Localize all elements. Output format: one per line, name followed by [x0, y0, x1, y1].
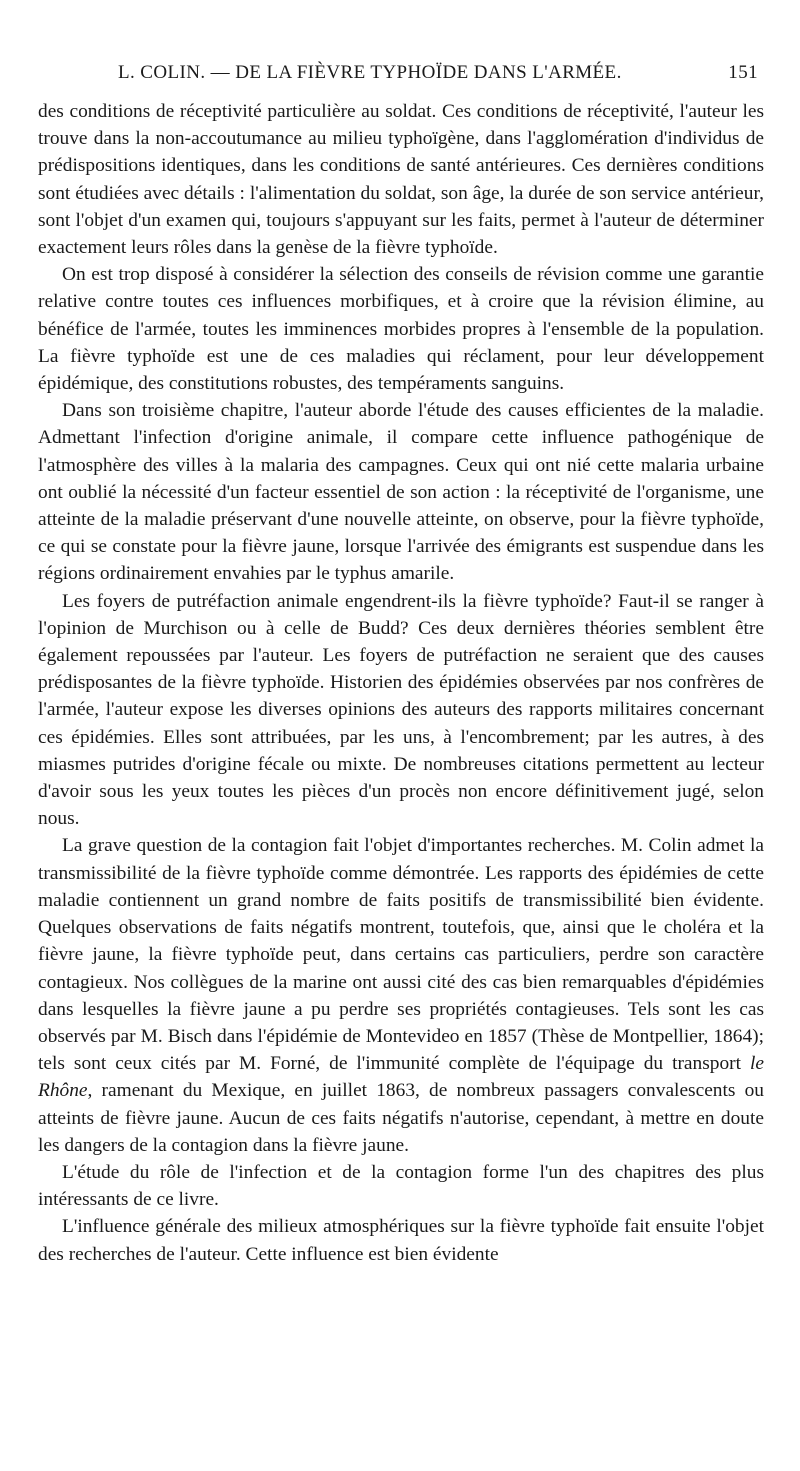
page-number: 151	[728, 62, 758, 83]
paragraph-receptivite: des conditions de réceptivité particulière au soldat. Ces conditions de réceptivité, l'auteur les trouve dans la non-accoutumance au milieu typhoïgène, dans l'agglomération d'individus de prédispositions identiques, dans les conditions de santé antérieures. Ces dernières conditions sont étudiées avec détails : l'alimentation du soldat, son âge, la durée de son service antérieur, sont l'objet d'un examen qui, toujours s'appuyant sur les faits, permet à l'auteur de déterminer exactement leurs rôles dans la genèse de la fièvre typhoïde.	[38, 101, 764, 259]
contagion-text-end: , ramenant du Mexique, en juillet 1863, de nombreux passagers convalescents ou atteints de fièvre jaune. Aucun de ces faits négatifs n'autorise, cependant, à mettre en doute les dangers de la contagion dans la fièvre jaune.	[38, 1080, 764, 1156]
paragraph-causes-efficientes: Dans son troisième chapitre, l'auteur aborde l'étude des causes efficientes de la maladie. Admettant l'infection d'origine animale, il compare cette influence pathogénique de l'atmosphère des villes à la malaria des campagnes. Ceux qui ont nié cette malaria urbaine ont oublié la nécessité d'un facteur essentiel de son action : la réceptivité de l'organisme, une atteinte de la maladie préservant d'une nouvelle atteinte, on observe, pour la fièvre typhoïde, ce qui se constate pour la fièvre jaune, lorsque l'arrivée des émigrants est suspendue dans les régions ordinairement envahies par le typhus amarile.	[38, 400, 764, 585]
article-body	[38, 98, 764, 1268]
running-title: L. COLIN. — DE LA FIÈVRE TYPHOÏDE DANS L'ARMÉE.	[118, 62, 622, 83]
paragraph-foyers-putrefaction: Les foyers de putréfaction animale engendrent-ils la fièvre typhoïde? Faut-il se ranger à l'opinion de Murchison ou à celle de Budd? Ces deux dernières théories semblent être également repoussées par l'auteur. Les foyers de putréfaction ne seraient que des causes prédisposantes de la fièvre typhoïde. Historien des épidémies observées par nos confrères de l'armée, l'auteur expose les diverses opinions des auteurs des rapports militaires concernant ces épidémies. Elles sont attribuées, par les uns, à l'encombrement; par les autres, à des miasmes putrides d'origine fécale ou mixte. De nombreuses citations permettent au lecteur d'avoir sous les yeux toutes les pièces d'un procès non encore définitivement jugé, selon nous.	[38, 590, 764, 830]
paragraph-infection-contagion: L'étude du rôle de l'infection et de la contagion forme l'un des chapitres des plus intéressants de ce livre.	[38, 1161, 764, 1211]
running-header	[38, 62, 764, 92]
paragraph-contagion	[38, 832, 764, 1158]
ship-name: le Rhône	[38, 1053, 764, 1102]
paragraph-milieux-atmospheriques: L'influence générale des milieux atmosphériques sur la fièvre typhoïde fait ensuite l'objet des recherches de l'auteur. Cette influence est bien évidente	[38, 1216, 764, 1265]
contagion-text-start: La grave question de la contagion fait l'objet d'importantes recherches. M. Colin admet la transmissibilité de la fièvre typhoïde comme démontrée. Les rapports des épidémies de cette maladie contiennent un grand nombre de faits positifs de transmissibilité bien évidente. Quelques observations de faits négatifs montrent, toutefois, que, ainsi que le choléra et la fièvre jaune, la fièvre typhoïde peut, dans certains cas particuliers, perdre son caractère contagieux. Nos collègues de la marine ont aussi cité des cas bien remarquables d'épidémies dans lesquelles la fièvre jaune a pu perdre ses propriétés contagieuses. Tels sont les cas observés par M. Bisch dans l'épidémie de Montevideo en 1857 (Thèse de Montpellier, 1864); tels sont ceux cités par M. Forné, de l'immunité complète de l'équipage du transport	[38, 835, 764, 1075]
document-page	[38, 62, 764, 1268]
paragraph-conseils-revision: On est trop disposé à considérer la sélection des conseils de révision comme une garantie relative contre toutes ces influences morbifiques, et à croire que la révision élimine, au bénéfice de l'armée, toutes les imminences morbides propres à l'ensemble de la population. La fièvre typhoïde est une de ces maladies qui réclament, pour leur développement épidémique, des constitutions robustes, des tempéraments sanguins.	[38, 264, 764, 395]
